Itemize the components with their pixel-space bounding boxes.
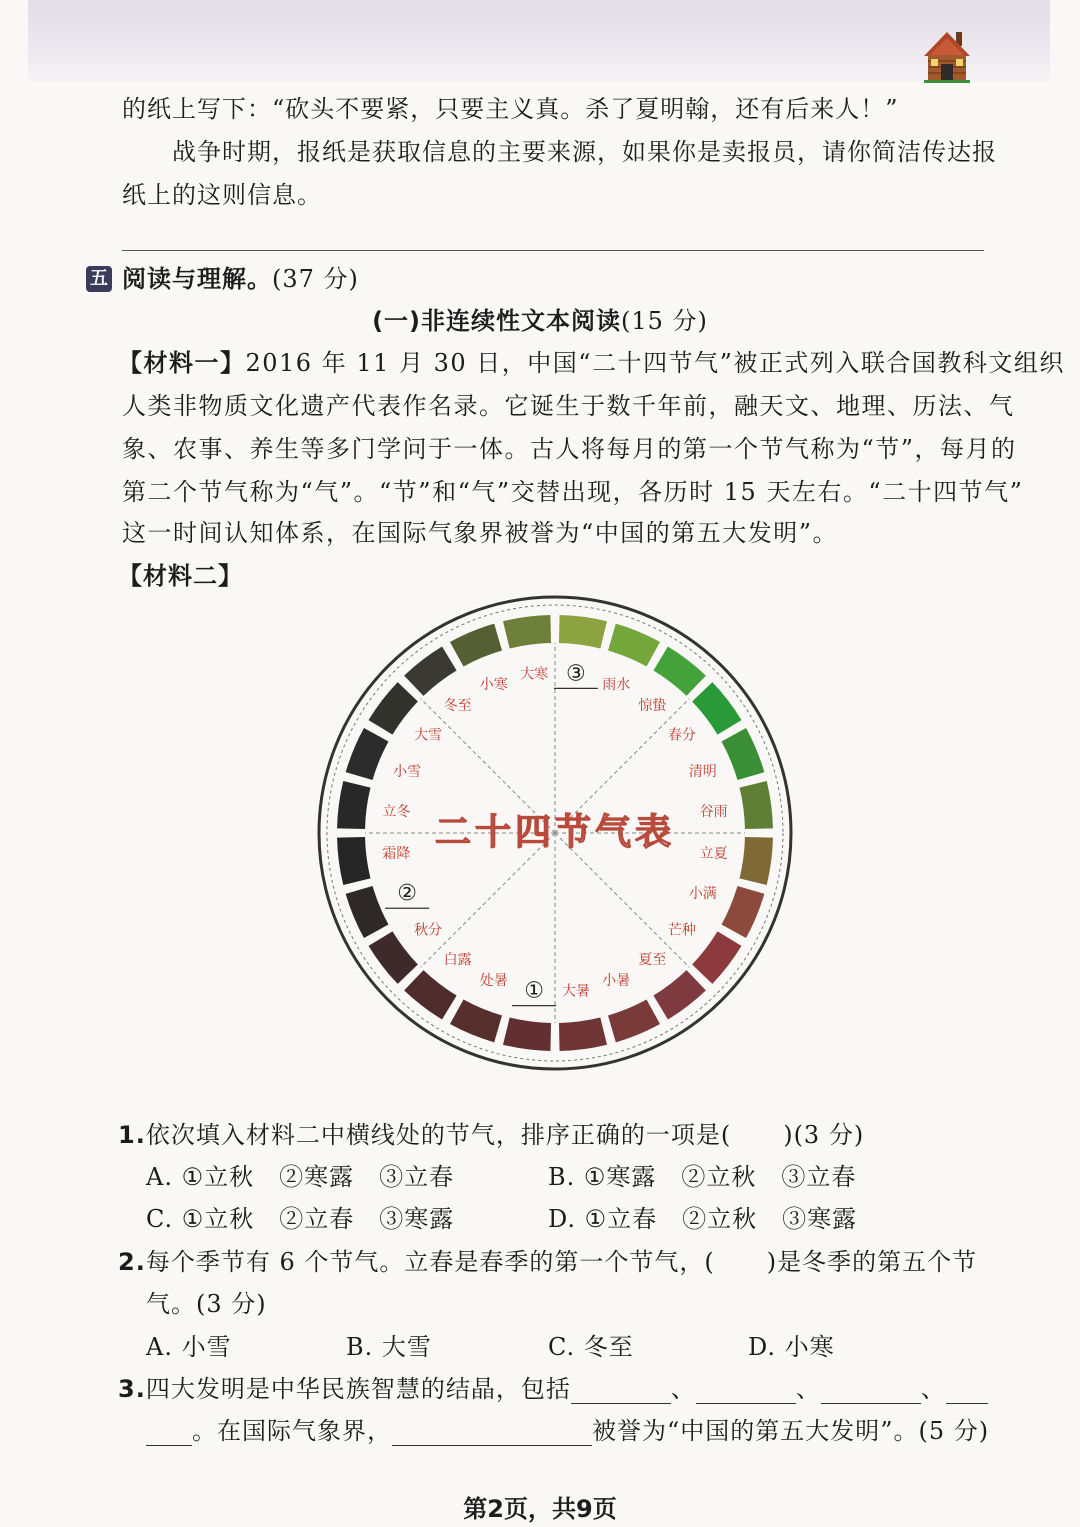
section-score: (37 分) [272, 265, 359, 293]
q1-option-d: D. ①立春 ②立秋 ③寒露 [548, 1205, 858, 1233]
wheel-term-label: 立夏 [699, 845, 728, 862]
q3-blank-2[interactable] [696, 1381, 796, 1404]
solar-terms-wheel [310, 588, 800, 1078]
material1-label: 【材料一】 [118, 349, 246, 377]
house-icon [922, 28, 972, 84]
q2-option-a: A. 小雪 [146, 1333, 232, 1361]
q3-blank-1[interactable] [571, 1381, 671, 1404]
wheel-segment [740, 837, 773, 885]
wheel-term-label: 清明 [688, 763, 717, 780]
wheel-segment [559, 1018, 607, 1051]
q3-blank-5[interactable] [392, 1423, 592, 1446]
wheel-segment [369, 682, 418, 734]
wheel-segment [337, 837, 370, 885]
q3-sep-3: 、 [920, 1375, 946, 1403]
subsection-title: (一)非连续性文本阅读 [372, 307, 622, 335]
wheel-segment [721, 886, 764, 938]
wheel-title: 二十四节气表 [434, 811, 676, 853]
wheel-segment [608, 999, 660, 1042]
wheel-term-label: ① [524, 978, 544, 1004]
section-badge: 五 [86, 266, 112, 292]
wheel-term-label: 惊蛰 [638, 698, 667, 715]
wheel-term-label: 小暑 [602, 972, 631, 989]
q3-stem [118, 1374, 988, 1404]
wheel-segment [653, 647, 705, 696]
material1-line-2: 人类非物质文化遗产代表作名录。它诞生于数千年前，融天文、地理、历法、气 [122, 392, 1015, 420]
wheel-term-label: 大雪 [414, 727, 443, 744]
wheel-term-label: 大寒 [520, 666, 549, 683]
wheel-segment [692, 931, 741, 983]
wheel-term-label: ③ [566, 661, 586, 687]
wheel-term-label: 芒种 [667, 922, 696, 939]
q1-option-a: A. ①立秋 ②寒露 ③立春 [146, 1163, 455, 1191]
q2-option-b: B. 大雪 [346, 1333, 432, 1361]
q3-blank-4a[interactable] [946, 1381, 988, 1404]
q3-number: 3. [118, 1375, 146, 1403]
wheel-segment [559, 615, 607, 648]
wheel-divider-line [555, 833, 689, 967]
wheel-segment [503, 615, 551, 648]
q3-line-2 [146, 1416, 989, 1446]
q3-text: 四大发明是中华民族智慧的结晶，包括 [145, 1375, 571, 1403]
wheel-term-label: 处暑 [479, 972, 508, 989]
material1-text-1: 2016 年 11 月 30 日，中国“二十四节气”被正式列入联合国教科文组织 [245, 349, 1065, 377]
solar-terms-wheel-svg [310, 588, 800, 1078]
material2-label: 【材料二】 [118, 562, 243, 590]
subsection-heading [0, 306, 1080, 336]
wheel-segment [450, 624, 502, 667]
wheel-segment [653, 970, 705, 1019]
wheel-segment [721, 728, 764, 780]
q3-blank-3[interactable] [821, 1381, 921, 1404]
wheel-segment [503, 1018, 551, 1051]
wheel-term-label: 夏至 [638, 951, 667, 968]
wheel-term-label: ② [397, 881, 418, 907]
wheel-term-label: 小满 [688, 886, 717, 903]
wheel-segment [404, 970, 456, 1019]
section-heading [122, 264, 359, 294]
wheel-term-label: 雨水 [602, 677, 631, 694]
q2-number: 2. [118, 1248, 146, 1276]
material1-line-3: 象、农事、养生等多门学问于一体。古人将每月的第一个节气称为“节”，每月的 [122, 435, 1017, 463]
material1-line-1 [118, 348, 1065, 378]
wheel-segment [608, 624, 660, 667]
wheel-term-label: 小雪 [393, 763, 422, 780]
q2-text: 每个季节有 6 个节气。立春是春季的第一个节气，( [145, 1248, 715, 1276]
material1-line-4: 第二个节气称为“气”。“节”和“气”交替出现，各历时 15 天左右。“二十四节气” [122, 478, 1024, 506]
wheel-segment [337, 781, 370, 829]
wheel-term-label: 立冬 [382, 804, 411, 821]
q3-text-mid: 。在国际气象界， [192, 1417, 392, 1445]
q3-blank-4b[interactable] [146, 1423, 192, 1446]
wheel-segment [346, 728, 389, 780]
q2-option-c: C. 冬至 [548, 1333, 634, 1361]
q1-score: )(3 分) [783, 1121, 865, 1149]
q1-option-b: B. ①寒露 ②立秋 ③立春 [548, 1163, 857, 1191]
divider [122, 250, 984, 251]
wheel-term-label: 秋分 [414, 922, 443, 939]
q1-text: 依次填入材料二中横线处的节气，排序正确的一项是( [145, 1121, 732, 1149]
wheel-term-label: 白露 [443, 951, 472, 968]
wheel-term-label: 小寒 [479, 677, 508, 694]
intro-line-1: 的纸上写下：“砍头不要紧，只要主义真。杀了夏明翰，还有后来人！” [122, 95, 899, 123]
wheel-term-label: 大暑 [561, 983, 590, 1000]
wheel-term-label: 春分 [667, 727, 696, 744]
header-band [28, 0, 1050, 82]
wheel-segment [346, 886, 389, 938]
wheel-term-label: 冬至 [443, 698, 472, 715]
wheel-term-label: 霜降 [382, 845, 411, 862]
q1-number: 1. [118, 1121, 146, 1149]
wheel-segment [404, 647, 456, 696]
q2-option-d: D. 小寒 [748, 1333, 835, 1361]
q3-sep-1: 、 [670, 1375, 696, 1403]
q1-stem [118, 1120, 864, 1150]
intro-para-line-1: 战争时期，报纸是获取信息的主要来源，如果你是卖报员，请你简洁传达报 [172, 138, 997, 166]
q2-text-after: )是冬季的第五个节 [766, 1248, 978, 1276]
wheel-segment [369, 931, 418, 983]
wheel-divider-line [421, 833, 555, 967]
wheel-segment [692, 682, 741, 734]
section-title: 阅读与理解。 [122, 265, 272, 293]
subsection-score: (15 分) [621, 307, 708, 335]
wheel-segment [450, 999, 502, 1042]
page-number: 第2页，共9页 [463, 1495, 617, 1523]
wheel-term-label: 谷雨 [699, 804, 728, 821]
intro-para-line-2: 纸上的这则信息。 [122, 181, 322, 209]
q2-stem-line-2: 气。(3 分) [146, 1290, 267, 1318]
material1-line-5: 这一时间认知体系，在国际气象界被誉为“中国的第五大发明”。 [122, 519, 839, 547]
q1-option-c: C. ①立秋 ②立春 ③寒露 [146, 1205, 455, 1233]
q2-stem [118, 1247, 977, 1277]
wheel-segment [740, 781, 773, 829]
q3-text-end: 被誉为“中国的第五大发明”。(5 分) [592, 1417, 990, 1445]
q3-sep-2: 、 [795, 1375, 821, 1403]
